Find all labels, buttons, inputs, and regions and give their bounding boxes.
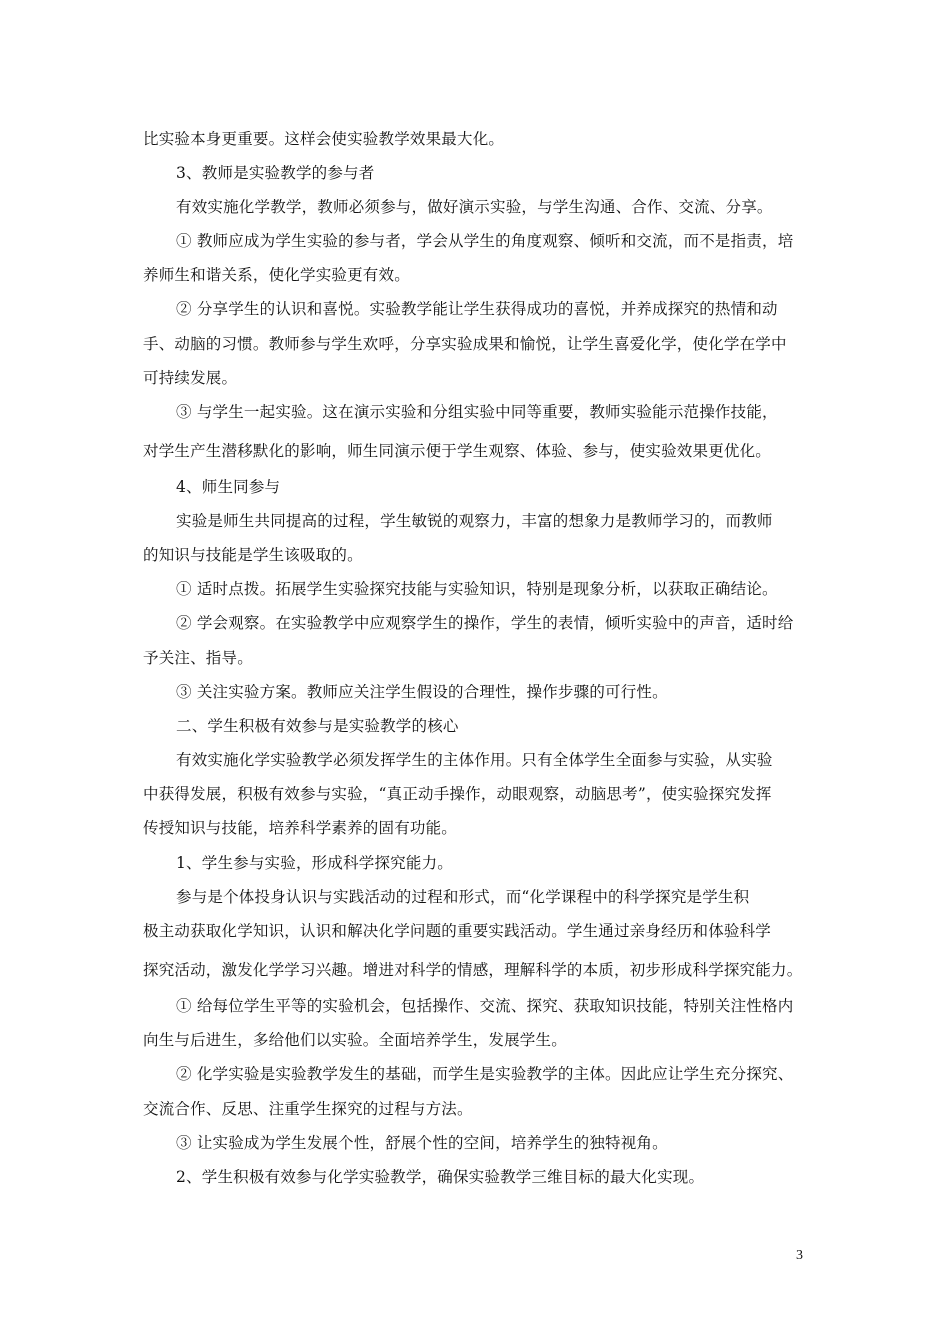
text-line: 手、动脑的习惯。教师参与学生欢呼，分享实验成果和愉悦，让学生喜爱化学，使化学在学中 (143, 335, 787, 353)
list-item-line: ② 学会观察。在实验教学中应观察学生的操作，学生的表情，倾听实验中的声音，适时给 (176, 614, 794, 632)
text-line: 有效实施化学实验教学必须发挥学生的主体作用。只有全体学生全面参与实验，从实验 (176, 751, 773, 769)
text-line: 可持续发展。 (143, 369, 238, 387)
list-item-line: ③ 让实验成为学生发展个性，舒展个性的空间，培养学生的独特视角。 (176, 1134, 668, 1152)
section-heading: 二、学生积极有效参与是实验教学的核心 (176, 717, 459, 735)
text-line: 参与是个体投身认识与实践活动的过程和形式，而“化学课程中的科学探究是学生积 (176, 888, 750, 906)
list-item-line: ② 化学实验是实验教学发生的基础，而学生是实验教学的主体。因此应让学生充分探究、 (176, 1065, 794, 1083)
text-line: 予关注、指导。 (143, 649, 253, 667)
text-line: 向生与后进生，多给他们以实验。全面培养学生，发展学生。 (143, 1031, 567, 1049)
list-item-line: ③ 关注实验方案。教师应关注学生假设的合理性，操作步骤的可行性。 (176, 683, 668, 701)
section-heading: 4、师生同参与 (176, 478, 281, 496)
section-heading: 3、教师是实验教学的参与者 (176, 164, 375, 182)
list-item-line: ① 给每位学生平等的实验机会，包括操作、交流、探究、获取知识技能，特别关注性格内 (176, 997, 794, 1015)
list-item-line: ① 教师应成为学生实验的参与者，学会从学生的角度观察、倾听和交流，而不是指责，培 (176, 232, 794, 250)
text-line: 传授知识与技能，培养科学素养的固有功能。 (143, 819, 458, 837)
text-line: 有效实施化学教学，教师必须参与，做好演示实验，与学生沟通、合作、交流、分享。 (176, 198, 773, 216)
text-line: 中获得发展，积极有效参与实验，“真正动手操作，动眼观察，动脑思考”，使实验探究发挥 (143, 785, 772, 803)
section-heading: 2、学生积极有效参与化学实验教学，确保实验教学三维目标的最大化实现。 (176, 1168, 705, 1186)
section-heading: 1、学生参与实验，形成科学探究能力。 (176, 854, 453, 872)
text-line: 比实验本身更重要。这样会使实验教学效果最大化。 (143, 130, 505, 148)
text-line: 极主动获取化学知识，认识和解决化学问题的重要实践活动。学生通过亲身经历和体验科学 (143, 922, 772, 940)
text-line: 探究活动，激发化学学习兴趣。增进对科学的情感，理解科学的本质，初步形成科学探究能力。 (143, 961, 803, 979)
text-line: 对学生产生潜移默化的影响，师生同演示便于学生观察、体验、参与，使实验效果更优化。 (143, 442, 772, 460)
list-item-line: ① 适时点拨。拓展学生实验探究技能与实验知识，特别是现象分析，以获取正确结论。 (176, 580, 778, 598)
page-number: 3 (796, 1248, 803, 1263)
text-line: 的知识与技能是学生该吸取的。 (143, 546, 363, 564)
text-line: 实验是师生共同提高的过程，学生敏锐的观察力，丰富的想象力是教师学习的，而教师 (176, 512, 773, 530)
list-item-line: ③ 与学生一起实验。这在演示实验和分组实验中同等重要，教师实验能示范操作技能， (176, 403, 778, 421)
list-item-line: ② 分享学生的认识和喜悦。实验教学能让学生获得成功的喜悦，并养成探究的热情和动 (176, 300, 778, 318)
text-line: 养师生和谐关系，使化学实验更有效。 (143, 266, 410, 284)
text-line: 交流合作、反思、注重学生探究的过程与方法。 (143, 1100, 473, 1118)
